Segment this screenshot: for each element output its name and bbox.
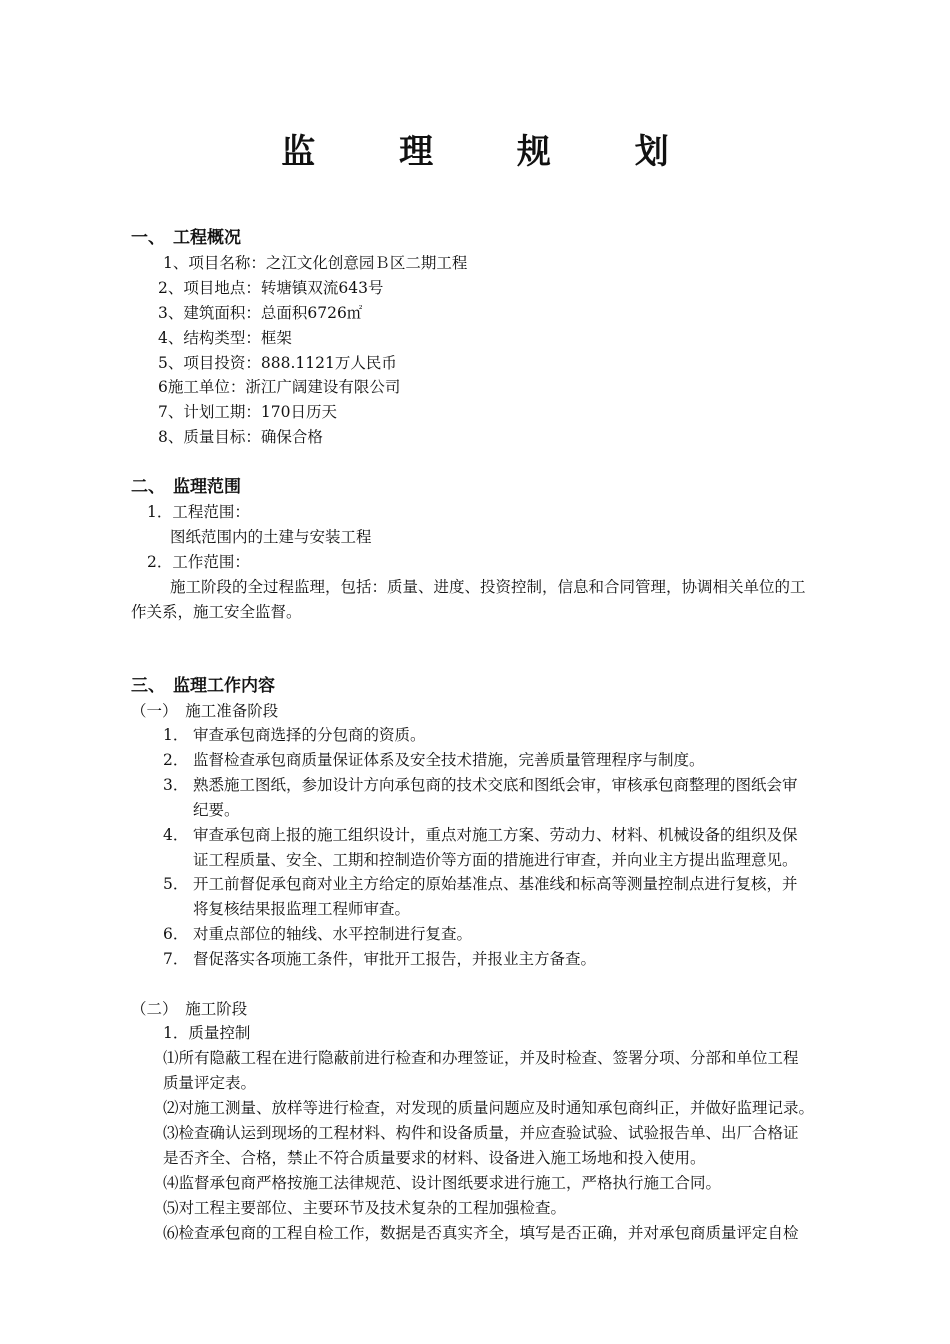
scope-text: 图纸范围内的土建与安装工程 (170, 528, 372, 546)
list-item-continued: 是否齐全、合格，禁止不符合质量要求的材料、设备进入施工场地和投入使用。 (163, 1149, 706, 1167)
list-item: 督促落实各项施工条件，审批开工报告，并报业主方备查。 (193, 950, 597, 968)
list-item-number: 2． (163, 751, 189, 769)
section-number: 二、 (131, 477, 165, 497)
list-item: 熟悉施工图纸，参加设计方向承包商的技术交底和图纸会审，审核承包商整理的图纸会审 (193, 776, 798, 794)
list-item: 审查承包商选择的分包商的资质。 (193, 726, 426, 744)
list-item: ⑸对工程主要部位、主要环节及技术复杂的工程加强检查。 (163, 1199, 567, 1217)
list-item: 对重点部位的轴线、水平控制进行复查。 (193, 925, 473, 943)
list-item-number: 7． (163, 950, 189, 968)
section-number: 三、 (131, 676, 165, 696)
scope-text: 施工阶段的全过程监理，包括：质量、进度、投资控制，信息和合同管理，协调相关单位的工 (170, 578, 806, 596)
list-item: ⑶检查确认运到现场的工程材料、构件和设备质量，并应查验试验、试验报告单、出厂合格证 (163, 1124, 799, 1142)
list-item-continued: 质量评定表。 (163, 1074, 257, 1092)
list-item-number: 3． (163, 776, 189, 794)
scope-text: 作关系，施工安全监督。 (131, 603, 302, 621)
list-item: 审查承包商上报的施工组织设计，重点对施工方案、劳动力、材料、机械设备的组织及保 (193, 826, 798, 844)
list-item: ⑴所有隐蔽工程在进行隐蔽前进行检查和办理签证，并及时检查、签署分项、分部和单位工程 (163, 1049, 799, 1067)
list-item-number: 6． (163, 925, 189, 943)
list-item: ⑹检查承包商的工程自检工作，数据是否真实齐全，填写是否正确，并对承包商质量评定自检 (163, 1224, 799, 1242)
overview-item: 3、建筑面积：总面积6726㎡ (158, 304, 363, 322)
section-title: 监理范围 (173, 477, 241, 497)
overview-item: 7、计划工期：170日历天 (158, 403, 337, 421)
list-item: ⑵对施工测量、放样等进行检查，对发现的质量问题应及时通知承包商纠正，并做好监理记录。 (163, 1099, 815, 1117)
overview-item: 6施工单位：浙江广阔建设有限公司 (158, 378, 401, 396)
document-title: 监 理 规 划 (281, 132, 705, 172)
list-item-number: 4． (163, 826, 189, 844)
list-item-continued: 将复核结果报监理工程师审查。 (193, 900, 411, 918)
scope-label: 1．工程范围： (147, 503, 250, 521)
section-title: 工程概况 (173, 228, 241, 248)
overview-item: 4、结构类型：框架 (158, 329, 292, 347)
subsection-label: 1．质量控制 (163, 1024, 251, 1042)
list-item-number: 5． (163, 875, 189, 893)
list-item-continued: 纪要。 (193, 801, 240, 819)
list-item-number: 1． (163, 726, 189, 744)
section-heading-overview (131, 226, 241, 250)
scope-label: 2．工作范围： (147, 553, 250, 571)
overview-item: 2、项目地点：转塘镇双流643号 (158, 279, 384, 297)
section-heading-scope (131, 475, 241, 499)
overview-item: 1、项目名称：之江文化创意园Ｂ区二期工程 (163, 254, 468, 272)
section-title: 监理工作内容 (173, 676, 275, 696)
overview-item: 8、质量目标：确保合格 (158, 428, 323, 446)
list-item: 监督检查承包商质量保证体系及安全技术措施，完善质量管理程序与制度。 (193, 751, 705, 769)
list-item: ⑷监督承包商严格按施工法律规范、设计图纸要求进行施工，严格执行施工合同。 (163, 1174, 722, 1192)
stage-label: （一） 施工准备阶段 (131, 702, 279, 720)
list-item: 开工前督促承包商对业主方给定的原始基准点、基准线和标高等测量控制点进行复核，并 (193, 875, 798, 893)
list-item-continued: 证工程质量、安全、工期和控制造价等方面的措施进行审查，并向业主方提出监理意见。 (193, 851, 798, 869)
stage-label: （二） 施工阶段 (131, 1000, 248, 1018)
overview-item: 5、项目投资：888.1121万人民币 (158, 354, 397, 372)
section-heading-work (131, 674, 275, 698)
section-number: 一、 (131, 228, 165, 248)
